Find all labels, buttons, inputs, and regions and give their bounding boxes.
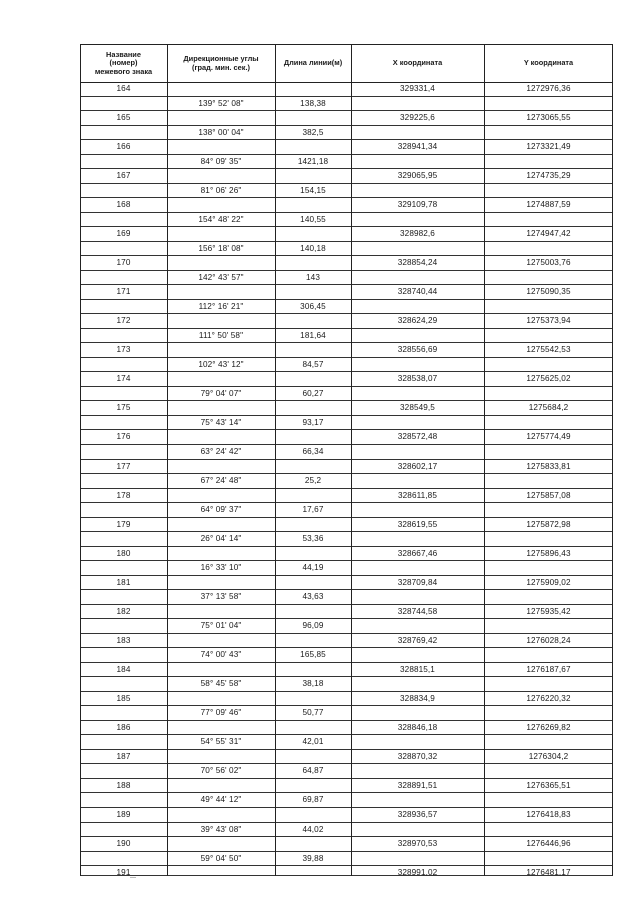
row-divider: [80, 270, 613, 271]
y-coordinate: 1272976,36: [526, 84, 571, 93]
point-number: 164: [116, 84, 131, 93]
direction-angle: 138° 00' 04": [198, 127, 244, 137]
x-coordinate: 329331,4: [400, 84, 435, 93]
row-divider: [80, 546, 613, 547]
point-number: 176: [116, 432, 131, 442]
row-divider: [80, 284, 613, 285]
direction-angle: 26° 04' 14": [200, 534, 242, 544]
row-divider: [80, 444, 613, 445]
line-length: 1421,18: [297, 156, 329, 166]
row-divider: [80, 313, 613, 314]
y-coordinate: 1276220,32: [526, 693, 571, 703]
row-divider: [80, 125, 613, 126]
x-coordinate: 328769,42: [397, 635, 438, 645]
line-length: 140,55: [300, 214, 326, 224]
point-number: 165: [116, 113, 131, 123]
point-number: 181: [116, 577, 131, 587]
row-divider: [80, 139, 613, 140]
row-divider: [80, 342, 613, 343]
y-coordinate: 1274887,59: [526, 200, 571, 210]
row-divider: [80, 618, 613, 619]
x-coordinate: 329109,78: [397, 200, 438, 210]
row-divider: [80, 386, 613, 387]
direction-angle: 70° 56' 02": [200, 766, 242, 776]
line-length: 38,18: [302, 679, 324, 689]
point-number: 166: [116, 142, 131, 152]
x-coordinate: 328611,85: [398, 490, 437, 500]
y-coordinate: 1273065,55: [526, 113, 571, 123]
direction-angle: 77° 09' 46": [200, 708, 242, 718]
x-coordinate: 328572,48: [397, 432, 438, 442]
y-coordinate: 1275090,35: [526, 287, 571, 297]
direction-angle: 74° 00' 43": [200, 650, 242, 660]
point-number: 191: [116, 868, 131, 878]
y-coordinate: 1276446,96: [526, 839, 571, 849]
direction-angle: 75° 01' 04": [200, 621, 242, 631]
line-length: 154,15: [300, 185, 326, 195]
row-divider: [80, 183, 613, 184]
y-coordinate: 1275896,43: [526, 548, 571, 558]
row-divider: [80, 647, 613, 648]
point-number: 189: [116, 810, 131, 819]
row-divider: [80, 865, 613, 866]
point-number: 183: [116, 635, 131, 645]
row-divider: [80, 357, 613, 358]
y-coordinate: 1274735,29: [526, 171, 571, 181]
column-border: [275, 44, 276, 876]
direction-angle: 16° 33' 10": [200, 563, 242, 573]
direction-angle: 79° 04' 07": [200, 388, 242, 398]
row-divider: [80, 807, 613, 808]
row-divider: [80, 851, 613, 852]
point-number: 174: [116, 374, 131, 384]
point-number: 170: [116, 258, 131, 268]
line-length: 44,19: [302, 563, 324, 573]
y-coordinate: 1275872,98: [526, 519, 571, 529]
row-divider: [80, 822, 613, 823]
row-divider: [80, 589, 613, 590]
line-length: 96,09: [302, 621, 324, 631]
header-x: X координата: [392, 58, 443, 68]
y-coordinate: 1276028,24: [526, 635, 571, 645]
point-number: 179: [116, 519, 131, 529]
row-divider: [80, 691, 613, 692]
point-number: 186: [116, 722, 131, 732]
row-divider: [80, 705, 613, 706]
line-length: 50,77: [302, 708, 324, 718]
direction-angle: 39° 43' 08": [200, 824, 242, 834]
line-length: 143: [306, 272, 320, 282]
direction-angle: 67° 24' 48": [200, 476, 242, 486]
line-length: 93,17: [302, 417, 324, 427]
row-divider: [80, 662, 613, 663]
y-coordinate: 1275542,53: [526, 345, 571, 355]
row-divider: [80, 212, 613, 213]
row-divider: [80, 255, 613, 256]
column-border: [612, 44, 613, 876]
row-divider: [80, 633, 613, 634]
column-border: [80, 44, 81, 876]
x-coordinate: 328834,9: [400, 693, 435, 703]
x-coordinate: 328709,84: [397, 577, 438, 587]
point-number: 180: [116, 548, 131, 558]
point-number: 167: [116, 171, 131, 181]
direction-angle: 75° 43' 14": [200, 417, 242, 427]
line-length: 382,5: [302, 127, 324, 137]
point-number: 173: [116, 345, 131, 355]
row-divider: [80, 502, 613, 503]
y-coordinate: 1276304,2: [528, 751, 569, 761]
row-divider: [80, 429, 613, 430]
y-coordinate: 1275684,2: [528, 403, 569, 413]
x-coordinate: 328744,58: [397, 606, 438, 616]
direction-angle: 64° 09' 37": [200, 505, 242, 515]
point-number: 171: [116, 287, 131, 297]
row-divider: [80, 734, 613, 735]
row-divider: [80, 836, 613, 837]
direction-angle: 49° 44' 12": [200, 795, 242, 805]
row-divider: [80, 328, 613, 329]
x-coordinate: 328667,46: [397, 548, 438, 558]
x-coordinate: 328982,6: [400, 229, 435, 239]
direction-angle: 102° 43' 12": [198, 359, 244, 369]
direction-angle: 37° 13' 58": [200, 592, 242, 602]
line-length: 42,01: [302, 737, 324, 747]
y-coordinate: 1276418,83: [526, 810, 571, 819]
line-length: 181,64: [300, 330, 326, 340]
row-divider: [80, 749, 613, 750]
row-divider: [80, 371, 613, 372]
line-length: 165,85: [300, 650, 326, 660]
row-divider: [80, 96, 613, 97]
header-y: Y координата: [523, 58, 574, 68]
row-divider: [80, 517, 613, 518]
y-coordinate: 1275373,94: [526, 316, 571, 326]
x-coordinate: 328936,57: [397, 810, 438, 819]
column-border: [167, 44, 168, 876]
row-divider: [80, 168, 613, 169]
direction-angle: 111° 50' 58": [198, 330, 244, 340]
point-number: 168: [116, 200, 131, 210]
x-coordinate: 329225,6: [400, 113, 435, 123]
y-coordinate: 1276269,82: [526, 722, 571, 732]
y-coordinate: 1275833,81: [526, 461, 571, 471]
direction-angle: 58° 45' 58": [200, 679, 242, 689]
x-coordinate: 328846,18: [397, 722, 438, 732]
x-coordinate: 328891,51: [397, 780, 438, 790]
direction-angle: 84° 09' 35": [200, 156, 242, 166]
point-number: 182: [116, 606, 131, 616]
y-coordinate: 1276365,51: [526, 780, 571, 790]
direction-angle: 59° 04' 50": [200, 853, 242, 863]
line-length: 25,2: [304, 476, 322, 486]
x-coordinate: 328538,07: [397, 374, 438, 384]
line-length: 44,02: [302, 824, 324, 834]
line-length: 17,67: [302, 505, 324, 515]
y-coordinate: 1274947,42: [526, 229, 571, 239]
row-divider: [80, 575, 613, 576]
row-divider: [80, 473, 613, 474]
y-coordinate: 1276187,67: [526, 664, 571, 674]
row-divider: [80, 604, 613, 605]
header-number: Название (номер) межевого знака: [94, 49, 153, 76]
y-coordinate: 1275774,49: [526, 432, 571, 442]
line-length: 60,27: [302, 388, 324, 398]
point-number: 185: [116, 693, 131, 703]
line-length: 39,88: [302, 853, 324, 863]
line-length: 69,87: [302, 795, 324, 805]
row-divider: [80, 415, 613, 416]
row-divider: [80, 488, 613, 489]
row-divider: [80, 154, 613, 155]
point-number: 190: [116, 839, 131, 849]
row-divider: [80, 241, 613, 242]
x-coordinate: 328624,29: [397, 316, 438, 326]
line-length: 306,45: [300, 301, 326, 311]
direction-angle: 81° 06' 26": [200, 185, 242, 195]
scan-speck: [130, 877, 136, 878]
row-divider: [80, 299, 613, 300]
x-coordinate: 328556,69: [397, 345, 438, 355]
row-divider: [80, 763, 613, 764]
x-coordinate: 328970,53: [397, 839, 438, 849]
line-length: 43,63: [302, 592, 324, 602]
y-coordinate: 1273321,49: [526, 142, 571, 152]
point-number: 175: [116, 403, 131, 413]
point-number: 169: [116, 229, 131, 239]
x-coordinate: 328870,32: [397, 751, 438, 761]
y-coordinate: 1275003,76: [526, 258, 571, 268]
x-coordinate: 328602,17: [397, 461, 438, 471]
direction-angle: 139° 52' 08": [198, 98, 244, 108]
x-coordinate: 328815,1: [400, 664, 435, 674]
row-divider: [80, 560, 613, 561]
direction-angle: 142° 43' 57": [198, 272, 244, 282]
direction-angle: 54° 55' 31": [200, 737, 242, 747]
y-coordinate: 1275935,42: [526, 606, 571, 616]
row-divider: [80, 792, 613, 793]
line-length: 140,18: [300, 243, 326, 253]
x-coordinate: 328991,02: [397, 868, 438, 878]
line-length: 138,38: [300, 98, 326, 108]
point-number: 172: [116, 316, 131, 326]
point-number: 187: [116, 751, 131, 761]
column-border: [351, 44, 352, 876]
y-coordinate: 1275625,02: [526, 374, 571, 384]
row-divider: [80, 720, 613, 721]
x-coordinate: 328941,34: [397, 142, 438, 152]
line-length: 64,87: [302, 766, 324, 776]
y-coordinate: 1275857,08: [526, 490, 571, 500]
row-divider: [80, 531, 613, 532]
line-length: 53,36: [302, 534, 324, 544]
x-coordinate: 329065,95: [397, 171, 438, 181]
point-number: 184: [116, 664, 131, 674]
row-divider: [80, 110, 613, 111]
x-coordinate: 328549,5: [400, 403, 435, 413]
column-border: [484, 44, 485, 876]
direction-angle: 63° 24' 42": [200, 447, 242, 456]
row-divider: [80, 778, 613, 779]
table-header: [80, 44, 613, 83]
point-number: 177: [116, 461, 131, 471]
direction-angle: 154° 48' 22": [198, 214, 244, 224]
line-length: 66,34: [302, 447, 324, 456]
header-angle: Дирекционные углы (град. мин. сек.): [183, 54, 259, 72]
y-coordinate: 1276481,17: [526, 868, 571, 878]
point-number: 188: [116, 780, 131, 790]
x-coordinate: 328740,44: [397, 287, 438, 297]
row-divider: [80, 676, 613, 677]
line-length: 84,57: [302, 359, 324, 369]
row-divider: [80, 197, 613, 198]
direction-angle: 112° 16' 21": [198, 301, 244, 311]
y-coordinate: 1275909,02: [526, 577, 571, 587]
x-coordinate: 328854,24: [397, 258, 438, 268]
point-number: 178: [116, 490, 131, 500]
x-coordinate: 328619,55: [397, 519, 438, 529]
row-divider: [80, 400, 613, 401]
header-length: Длина линии(м): [283, 58, 343, 68]
row-divider: [80, 459, 613, 460]
direction-angle: 156° 18' 08": [198, 243, 244, 253]
row-divider: [80, 226, 613, 227]
